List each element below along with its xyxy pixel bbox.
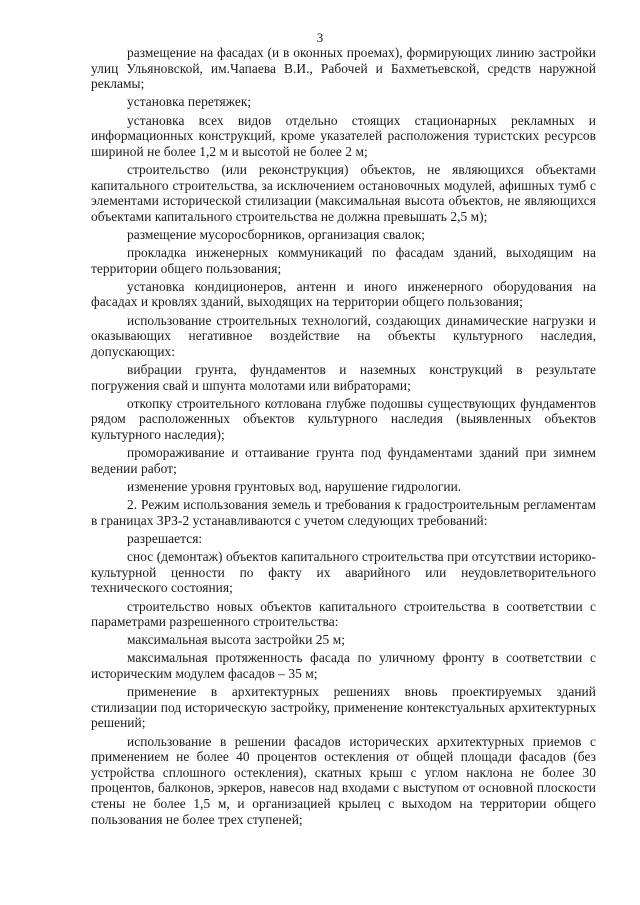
paragraph: использование строительных технологий, создающих динамические нагрузки и оказывающих негативное воздействие на объекты культурного наследия, допускающих:	[91, 312, 596, 359]
paragraph: применение в архитектурных решениях вновь проектируемых зданий стилизации под историческую застройку, применение контекстуальных архитектурных решений;	[91, 684, 596, 731]
paragraph: размещение на фасадах (и в оконных проемах), формирующих линию застройки улиц Ульяновской, им.Чапаева В.И., Рабочей и Бахметьевской, средств наружной рекламы;	[91, 45, 596, 92]
paragraph: снос (демонтаж) объектов капитального строительства при отсутствии историко-культурной ценности по факту их аварийного или неудовлетворительного технического состояния;	[91, 549, 596, 596]
document-body	[91, 45, 596, 830]
paragraph: промораживание и оттаивание грунта под фундаментами зданий при зимнем ведении работ;	[91, 445, 596, 476]
paragraph: прокладка инженерных коммуникаций по фасадам зданий, выходящим на территории общего пользования;	[91, 245, 596, 276]
paragraph: установка перетяжек;	[127, 94, 252, 110]
paragraph: использование в решении фасадов исторических архитектурных приемов с применением не более 40 процентов остекления от общей площади фасадов (без устройства сплошного остекления), скатных крыш с углом наклона не более 30 процентов, балконов, эркеров, навесов над входами с выступом от основной плоскости стены не более 1,5 м, и организацией крылец с выходом на территории общего пользования не более трех ступеней;	[91, 733, 596, 827]
paragraph: установка всех видов отдельно стоящих стационарных рекламных и информационных конструкций, кроме указателей расположения туристских ресурсов шириной не более 1,2 м и высотой не более 2 м;	[91, 112, 596, 159]
paragraph: изменение уровня грунтовых вод, нарушение гидрологии.	[127, 478, 462, 494]
paragraph: разрешается:	[127, 530, 203, 546]
paragraph: строительство (или реконструкция) объектов, не являющихся объектами капитального строительства, за исключением остановочных модулей, афишных тумб с элементами исторической стилизации (максимальная высота объектов, не являющихся объектами капитального строительства не должна превышать 2,5 м);	[91, 161, 596, 224]
section-paragraph: 2. Режим использования земель и требования к градостроительным регламентам в границах ЗРЗ-2 устанавливаются с учетом следующих требований:	[91, 497, 596, 528]
paragraph: максимальная высота застройки 25 м;	[127, 632, 345, 648]
paragraph: максимальная протяженность фасада по уличному фронту в соответствии с историческим модулем фасадов – 35 м;	[91, 650, 596, 682]
paragraph: откопку строительного котлована глубже подошвы существующих фундаментов рядом расположенных объектов культурного наследия (выявленных объектов культурного наследия);	[91, 395, 596, 442]
page-number: 3	[316, 30, 324, 45]
paragraph: установка кондиционеров, антенн и иного инженерного оборудования на фасадах и кровлях зданий, выходящих на территории общего пользования;	[91, 278, 596, 310]
paragraph: размещение мусоросборников, организация свалок;	[127, 226, 426, 242]
paragraph: вибрации грунта, фундаментов и наземных конструкций в результате погружения свай и шпунта молотами или вибраторами;	[91, 362, 596, 393]
paragraph: строительство новых объектов капитального строительства в соответствии с параметрами разрешенного строительства:	[91, 598, 596, 630]
